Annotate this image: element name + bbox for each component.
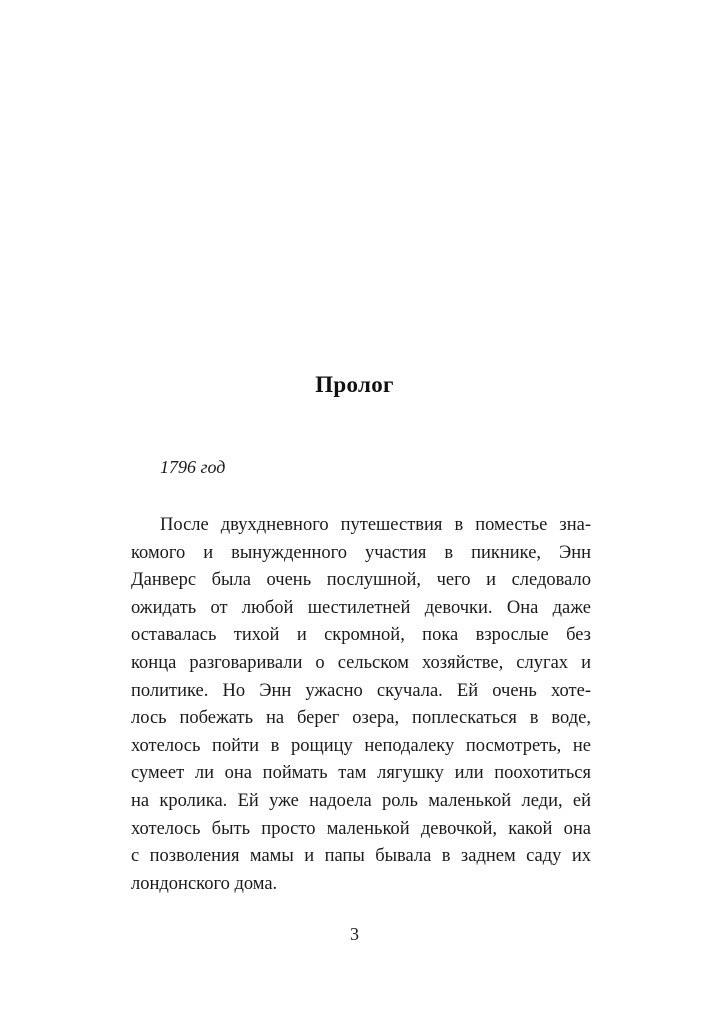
- paragraph-line: комого и вынужденного участия в пикнике, Энн: [131, 542, 591, 563]
- paragraph-line: политике. Но Энн ужасно скучала. Ей очень хоте-: [131, 680, 591, 701]
- paragraph-line: ожидать от любой шестилетней девочки. Она даже: [131, 597, 591, 618]
- paragraph-line: оставалась тихой и скромной, пока взрослые без: [131, 625, 591, 646]
- paragraph-line: хотелось быть просто маленькой девочкой, какой она: [131, 818, 591, 839]
- prologue-paragraph: [131, 512, 591, 898]
- paragraph-line: с позволения мамы и папы бывала в заднем саду их: [131, 846, 591, 867]
- paragraph-line: Данверс была очень послушной, чего и следовало: [131, 570, 591, 591]
- paragraph-line: лось побежать на берег озера, поплескаться в воде,: [131, 708, 591, 729]
- paragraph-line: конца разговаривали о сельском хозяйстве, слугах и: [131, 652, 591, 673]
- paragraph-line: лондонского дома.: [131, 873, 278, 894]
- chapter-title: Пролог: [315, 372, 394, 397]
- paragraph-line: сумеет ли она поймать там лягушку или поохотиться: [131, 763, 591, 784]
- paragraph-line: хотелось пойти в рощицу неподалеку посмотреть, не: [131, 735, 591, 756]
- paragraph-line: на кролика. Ей уже надоела роль маленькой леди, ей: [131, 790, 591, 811]
- paragraph-line: После двухдневного путешествия в поместье зна-: [160, 515, 591, 535]
- chapter-date: 1796 год: [160, 457, 226, 477]
- page-number: 3: [350, 924, 359, 944]
